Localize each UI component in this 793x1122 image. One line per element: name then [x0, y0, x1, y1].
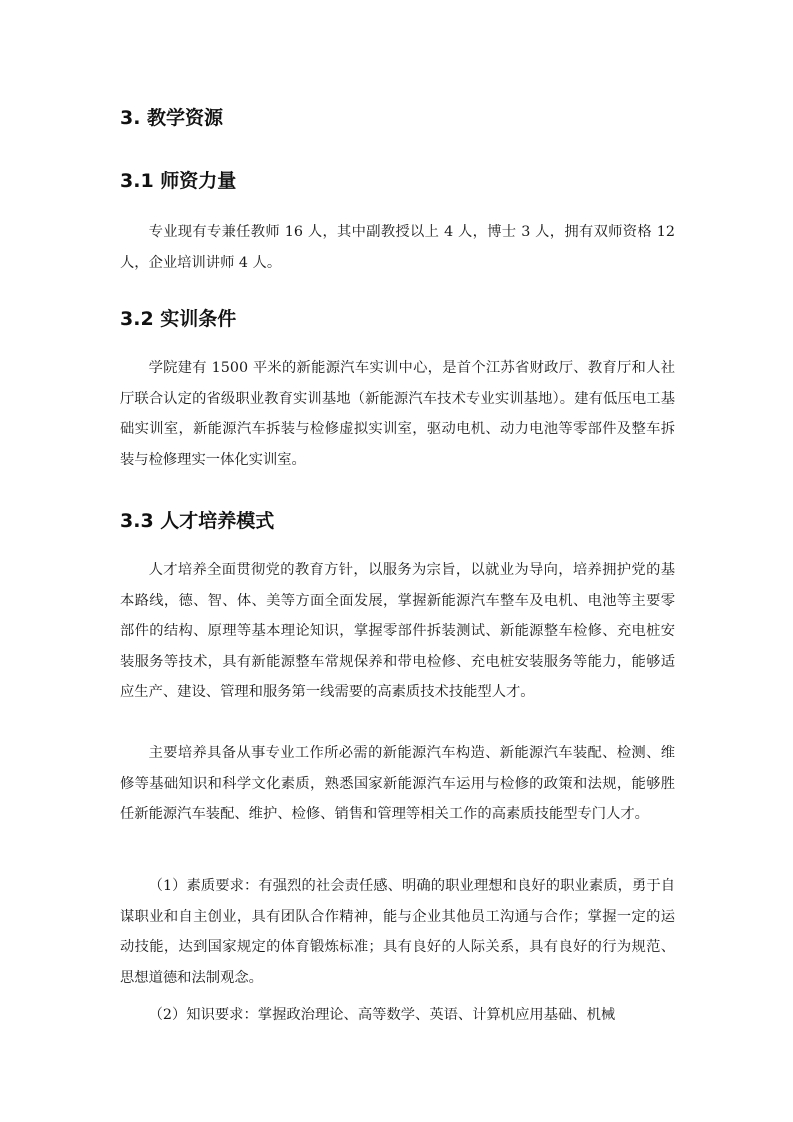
- talent-paragraph-1: 人才培养全面贯彻党的教育方针，以服务为宗旨，以就业为导向，培养拥护党的基本路线，德、智、体、美等方面全面发展，掌握新能源汽车整车及电机、电池等主要零部件的结构、原理等基本理论知识，掌握零部件拆装测试、新能源整车检修、充电桩安装服务等技术，具有新能源整车常规保养和带电检修、充电桩安装服务等能力，能够适应生产、建设、管理和服务第一线需要的高素质技术技能型人才。: [120, 562, 675, 700]
- knowledge-requirements-paragraph: （2）知识要求：掌握政治理论、高等数学、英语、计算机应用基础、机械: [148, 1007, 616, 1023]
- training-paragraph: 学院建有 1500 平米的新能源汽车实训中心，是首个江苏省财政厅、教育厅和人社厅联合认定的省级职业教育实训基地（新能源汽车技术专业实训基地）。建有低压电工基础实训室，新能源汽车拆装与检修虚拟实训室，驱动电机、动力电池等零部件及整车拆装与检修理实一体化实训室。: [120, 360, 675, 468]
- talent-paragraph-2: 主要培养具备从事专业工作所必需的新能源汽车构造、新能源汽车装配、检测、维修等基础知识和科学文化素质，熟悉国家新能源汽车运用与检修的政策和法规，能够胜任新能源汽车装配、维护、检修、销售和管理等相关工作的高素质技能型专门人才。: [120, 745, 675, 822]
- training-heading: 3.2 实训条件: [120, 308, 237, 330]
- faculty-heading: 3.1 师资力量: [120, 170, 237, 192]
- section-title: 3. 教学资源: [120, 107, 224, 129]
- talent-heading: 3.3 人才培养模式: [120, 510, 275, 532]
- quality-requirements-paragraph: （1）素质要求：有强烈的社会责任感、明确的职业理想和良好的职业素质，勇于自谋职业和自主创业，具有团队合作精神，能与企业其他员工沟通与合作；掌握一定的运动技能，达到国家规定的体育锻炼标准；具有良好的人际关系，具有良好的行为规范、思想道德和法制观念。: [120, 878, 675, 986]
- faculty-paragraph: 专业现有专兼任教师 16 人，其中副教授以上 4 人，博士 3 人，拥有双师资格 12 人，企业培训讲师 4 人。: [120, 224, 675, 271]
